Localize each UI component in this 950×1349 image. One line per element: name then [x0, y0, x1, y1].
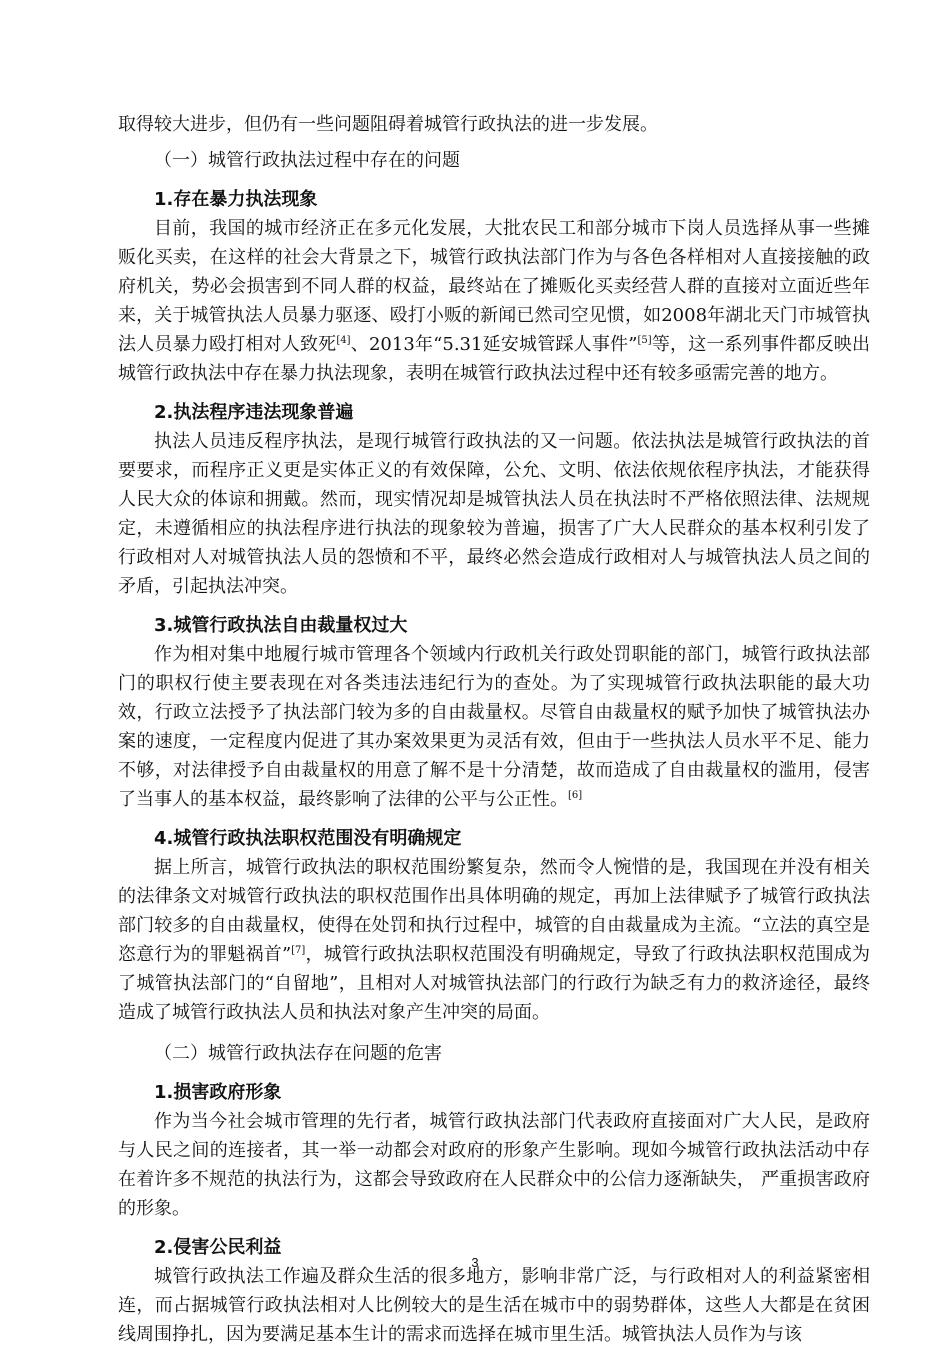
subheading-citizen-interests: 2.侵害公民利益	[154, 1237, 282, 1258]
citation-ref: [4]	[336, 335, 351, 346]
subheading-violent-enforcement: 1.存在暴力执法现象	[154, 189, 318, 210]
citation-ref: [7]	[291, 945, 306, 956]
paragraph-text: 据上所言，城管行政执法的职权范围纷繁复杂，然而令人惋惜的是，我国现在并没有相关的法律条文对城管行政执法的职权范围作出具体明确的规定，再加上法律赋予了城管行政执法部门较多的自由裁量权，使得在处罚和执行过程中，城管的自由裁量成为主流。“立法的真空是恣意行为的罪魁祸首”	[118, 857, 870, 965]
subheading-procedure-violation: 2.执法程序违法现象普遍	[154, 402, 354, 423]
paragraph-violent-enforcement	[118, 214, 870, 388]
paragraph-authority-scope	[118, 853, 870, 1027]
paragraph-text: 、2013年“5.31延安城管踩人事件”	[350, 334, 638, 355]
subheading-authority-scope: 4.城管行政执法职权范围没有明确规定	[154, 828, 462, 849]
paragraph-text: 目前，我国的城市经济正在多元化发展，大批农民工和部分城市下岗人员选择从事一些摊贩化买卖，在这样的社会大背景之下，城管行政执法部门作为与各色各样相对人直接接触的政府机关，势必会损害到不同人群的权益，最终站在了摊贩化买卖经营人群的直接对立面近些年来，关于城管执法人员暴力驱逐、殴打小贩的新闻已然司空见惯，如2008年湖北天门市城管执法人员暴力殴打相对人致死	[118, 218, 870, 355]
paragraph-procedure-violation: 执法人员违反程序执法，是现行城管行政执法的又一问题。依法执法是城管行政执法的首要要求，而程序正义更是实体正义的有效保障，公允、文明、依法依规依程序执法，才能获得人民大众的体谅和拥戴。然而，现实情况却是城管执法人员在执法时不严格依照法律、法规规定，未遵循相应的执法程序进行执法的现象较为普遍，损害了广大人民群众的基本权利引发了行政相对人对城管执法人员的怨愤和不平，最终必然会造成行政相对人与城管执法人员之间的矛盾，引起执法冲突。	[118, 431, 870, 597]
paragraph-discretion	[118, 640, 870, 814]
paragraph-text: ，城管行政执法职权范围没有明确规定，导致了行政执法职权范围成为了城管执法部门的“自留地”，且相对人对城管执法部门的行政行为缺乏有力的救济途径，最终造成了城管行政执法人员和执法对象产生冲突的局面。	[118, 944, 871, 1023]
subheading-discretion: 3.城管行政执法自由裁量权过大	[154, 615, 408, 636]
intro-paragraph: 取得较大进步，但仍有一些问题阻碍着城管行政执法的进一步发展。	[118, 114, 658, 135]
section-heading-problems: （一）城管行政执法过程中存在的问题	[154, 150, 460, 171]
paragraph-citizen-interests: 城管行政执法工作遍及群众生活的很多地方，影响非常广泛，与行政相对人的利益紧密相连，而占据城管行政执法相对人比例较大的是生活在城市中的弱势群体，这些人大都是在贫困线周围挣扎，因为要满足基本生计的需求而选择在城市里生活。城管执法人员作为与该	[118, 1266, 870, 1345]
paragraph-government-image: 作为当今社会城市管理的先行者，城管行政执法部门代表政府直接面对广大人民，是政府与人民之间的连接者，其一举一动都会对政府的形象产生影响。现如今城管行政执法活动中存在着许多不规范的执法行为，这都会导致政府在人民群众中的公信力逐渐缺失， 严重损害政府的形象。	[118, 1111, 870, 1219]
paragraph-text: 等，这一系列事件都反映出城管行政执法中存在暴力执法现象，表明在城管行政执法过程中还有较多亟需完善的地方。	[118, 334, 871, 384]
page-number: 3	[471, 1255, 479, 1270]
citation-ref: [6]	[568, 790, 583, 801]
citation-ref: [5]	[637, 335, 652, 346]
section-heading-harms: （二）城管行政执法存在问题的危害	[154, 1043, 442, 1064]
page-body	[118, 110, 870, 1349]
subheading-government-image: 1.损害政府形象	[154, 1082, 282, 1103]
paragraph-text: 作为相对集中地履行城市管理各个领域内行政机关行政处罚职能的部门，城管行政执法部门的职权行使主要表现在对各类违法违纪行为的查处。为了实现城管行政执法职能的最大功效，行政立法授予了执法部门较为多的自由裁量权。尽管自由裁量权的赋予加快了城管执法办案的速度，一定程度内促进了其办案效果更为灵活有效，但由于一些执法人员水平不足、能力不够，对法律授予自由裁量权的用意了解不是十分清楚，故而造成了自由裁量权的滥用，侵害了当事人的基本权益，最终影响了法律的公平与公正性。	[118, 644, 870, 810]
